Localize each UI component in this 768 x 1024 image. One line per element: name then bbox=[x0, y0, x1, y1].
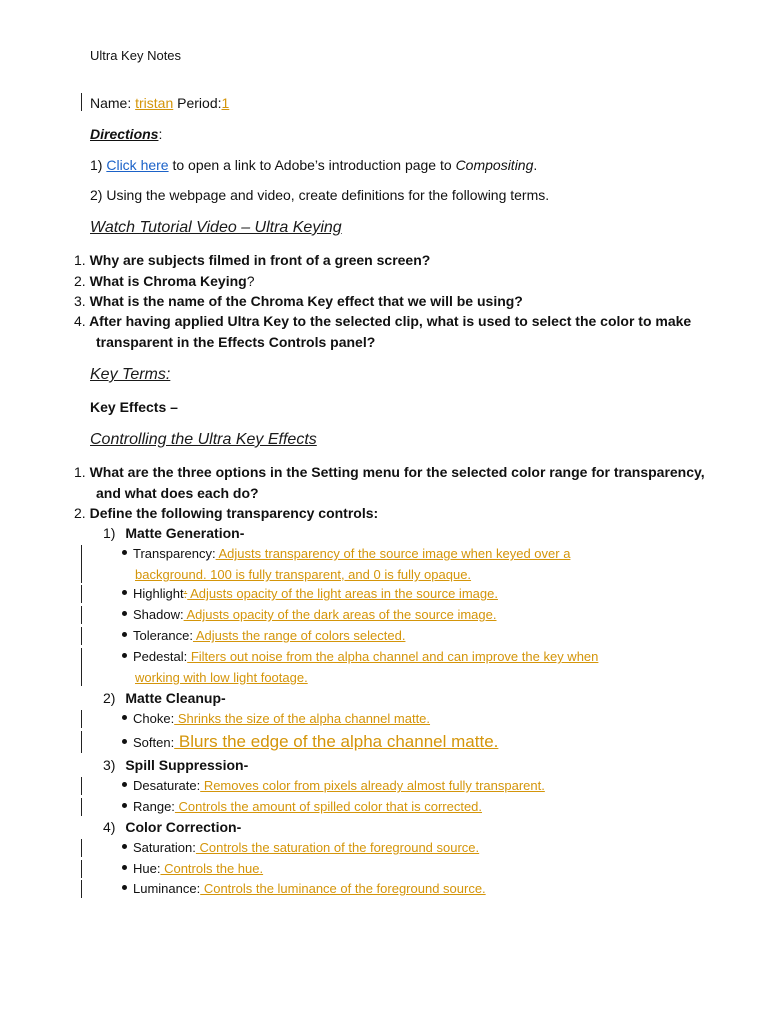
group-number: 4) bbox=[103, 819, 116, 835]
change-bar bbox=[81, 839, 82, 857]
group-heading bbox=[103, 758, 248, 772]
definition-term: Shadow: bbox=[133, 607, 184, 622]
question-number: 3. bbox=[74, 293, 86, 309]
deleted-mark: : bbox=[183, 586, 188, 601]
name-value[interactable]: tristan bbox=[135, 95, 174, 111]
question-number: 1. bbox=[74, 464, 86, 480]
question-text: What is Chroma Keying bbox=[89, 273, 247, 289]
definition-answer[interactable]: Filters out noise from the alpha channel and can improve the key when bbox=[187, 649, 599, 664]
definition-answer[interactable]: Controls the amount of spilled color that is corrected. bbox=[174, 799, 483, 814]
change-bar bbox=[81, 606, 82, 624]
definition-item bbox=[122, 862, 263, 875]
bullet-icon bbox=[122, 844, 127, 849]
question-number: 2. bbox=[74, 505, 86, 521]
definition-term: Tolerance: bbox=[133, 628, 193, 643]
group-number: 1) bbox=[103, 525, 116, 541]
definition-answer-continued[interactable]: working with low light footage. bbox=[135, 670, 308, 685]
change-bar bbox=[81, 880, 82, 898]
change-bar bbox=[81, 860, 82, 878]
change-bar bbox=[81, 710, 82, 728]
change-bar bbox=[81, 585, 82, 603]
group-heading bbox=[103, 820, 241, 834]
definition-term: Hue: bbox=[133, 861, 161, 876]
definition-term: Desaturate: bbox=[133, 778, 201, 793]
key-effects-term: Key Effects – bbox=[90, 399, 178, 415]
document-title: Ultra Key Notes bbox=[90, 48, 182, 63]
group-number: 2) bbox=[103, 690, 116, 706]
directions-label: Directions bbox=[90, 126, 159, 142]
definition-item bbox=[122, 608, 497, 621]
name-label: Name: bbox=[90, 95, 132, 111]
definition-item bbox=[122, 712, 430, 725]
group-label: Matte Generation- bbox=[125, 525, 245, 541]
bullet-icon bbox=[122, 590, 127, 595]
definition-item bbox=[122, 629, 405, 642]
step-1-end: . bbox=[533, 157, 538, 173]
question-text: After having applied Ultra Key to the selected clip, what is used to select the color to make bbox=[89, 313, 692, 329]
question-item bbox=[74, 465, 705, 479]
bullet-icon bbox=[122, 803, 127, 808]
bullet-icon bbox=[122, 653, 127, 658]
change-bar bbox=[81, 777, 82, 795]
definition-answer[interactable]: Adjusts transparency of the source image when keyed over a bbox=[215, 546, 571, 561]
question-item bbox=[74, 506, 378, 520]
definition-term: Luminance: bbox=[133, 881, 201, 896]
question-item bbox=[74, 253, 430, 267]
question-number: 1. bbox=[74, 252, 86, 268]
change-bar bbox=[81, 731, 82, 753]
group-label: Spill Suppression- bbox=[125, 757, 249, 773]
definition-item bbox=[122, 547, 570, 560]
question-item bbox=[74, 274, 255, 288]
definition-item bbox=[122, 882, 486, 895]
question-number: 2. bbox=[74, 273, 86, 289]
directions-heading bbox=[90, 127, 162, 141]
change-bar bbox=[81, 627, 82, 645]
definition-item bbox=[122, 733, 498, 750]
group-number: 3) bbox=[103, 757, 116, 773]
bullet-icon bbox=[122, 632, 127, 637]
definition-answer[interactable]: Adjusts opacity of the light areas in the source image. bbox=[187, 586, 498, 601]
definition-answer-continued[interactable]: background. 100 is fully transparent, and 0 is fully opaque. bbox=[135, 567, 472, 582]
definition-answer[interactable]: Controls the luminance of the foreground source. bbox=[200, 881, 486, 896]
question-text: What is the name of the Chroma Key effect that we will be using? bbox=[89, 293, 523, 309]
name-line bbox=[90, 96, 229, 110]
definition-term: Soften: bbox=[133, 735, 175, 750]
directions-colon: : bbox=[158, 126, 163, 142]
definition-item bbox=[122, 841, 479, 854]
definition-item bbox=[122, 779, 545, 792]
change-bar bbox=[81, 93, 82, 111]
click-here-link[interactable]: Click here bbox=[106, 157, 169, 173]
change-bar bbox=[81, 798, 82, 816]
change-bar bbox=[81, 545, 82, 583]
key-terms-heading: Key Terms: bbox=[90, 366, 171, 383]
question-item bbox=[74, 294, 523, 308]
definition-answer[interactable]: Controls the hue. bbox=[160, 861, 264, 876]
bullet-icon bbox=[122, 782, 127, 787]
question-text: Define the following transparency controls: bbox=[89, 505, 379, 521]
definition-term: Range: bbox=[133, 799, 175, 814]
group-heading bbox=[103, 691, 226, 705]
definition-answer[interactable]: Removes color from pixels already almost fully transparent. bbox=[200, 778, 545, 793]
step-1-italic: Compositing bbox=[455, 157, 534, 173]
definition-item bbox=[122, 587, 498, 600]
step-1-number: 1) bbox=[90, 157, 103, 173]
definition-item bbox=[122, 650, 598, 663]
definition-term: Highlight bbox=[133, 586, 184, 601]
definition-answer[interactable]: Shrinks the size of the alpha channel matte. bbox=[174, 711, 431, 726]
definition-answer[interactable]: Blurs the edge of the alpha channel matte. bbox=[174, 732, 499, 751]
bullet-icon bbox=[122, 865, 127, 870]
question-number: 4. bbox=[74, 313, 86, 329]
group-label: Matte Cleanup- bbox=[125, 690, 226, 706]
period-label: Period: bbox=[177, 95, 222, 111]
bullet-icon bbox=[122, 715, 127, 720]
section-heading-tutorial: Watch Tutorial Video – Ultra Keying bbox=[90, 219, 342, 236]
definition-item bbox=[122, 800, 482, 813]
question-tail: ? bbox=[246, 273, 255, 289]
group-heading bbox=[103, 526, 244, 540]
group-label: Color Correction- bbox=[125, 819, 242, 835]
bullet-icon bbox=[122, 550, 127, 555]
definition-term: Transparency: bbox=[133, 546, 216, 561]
question-item bbox=[74, 314, 691, 328]
section-heading-controls: Controlling the Ultra Key Effects bbox=[90, 431, 317, 448]
step-1-text: to open a link to Adobe’s introduction page to bbox=[172, 157, 452, 173]
step-2: 2) Using the webpage and video, create definitions for the following terms. bbox=[90, 187, 550, 203]
step-1 bbox=[90, 158, 537, 172]
bullet-icon bbox=[122, 885, 127, 890]
bullet-icon bbox=[122, 739, 127, 744]
bullet-icon bbox=[122, 611, 127, 616]
definition-answer[interactable]: Adjusts the range of colors selected. bbox=[192, 628, 406, 643]
question-text: What are the three options in the Setting menu for the selected color range for transparency, bbox=[89, 464, 705, 480]
definition-term: Choke: bbox=[133, 711, 175, 726]
period-value[interactable]: 1 bbox=[221, 95, 230, 111]
question-text-continued: transparent in the Effects Controls panel? bbox=[96, 334, 376, 350]
definition-term: Pedestal: bbox=[133, 649, 188, 664]
change-bar bbox=[81, 648, 82, 686]
question-text-continued: and what does each do? bbox=[96, 485, 259, 501]
definition-answer[interactable]: Controls the saturation of the foreground source. bbox=[195, 840, 480, 855]
definition-answer[interactable]: Adjusts opacity of the dark areas of the source image. bbox=[183, 607, 497, 622]
question-text: Why are subjects filmed in front of a green screen? bbox=[89, 252, 431, 268]
definition-term: Saturation: bbox=[133, 840, 196, 855]
